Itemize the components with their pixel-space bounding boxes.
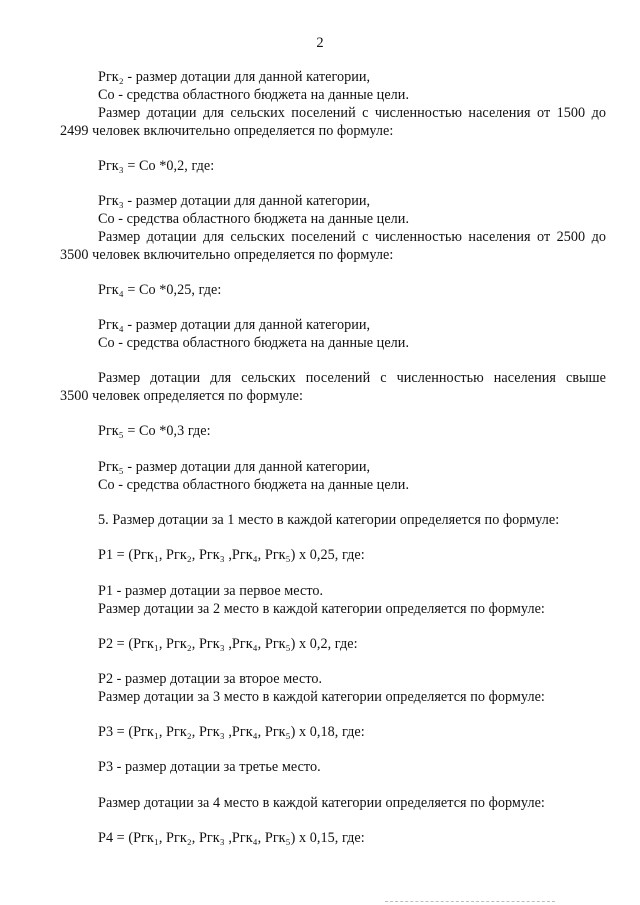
text-line: Со - средства областного бюджета на данные цели. xyxy=(98,87,410,103)
formula-line: Р2 = (Ргк₁, Ргк₂, Ргк₃ ,Ргк₄, Ргк₅) х 0,2, где: xyxy=(98,636,358,652)
text-line: Со - средства областного бюджета на данные цели. xyxy=(98,477,410,493)
text-line: Ргк₂ - размер дотации для данной категории, xyxy=(98,69,371,85)
formula-line: Ргк₅ = Со *0,3 где: xyxy=(98,423,211,439)
text-line: Размер дотации для сельских поселений с численностью населения свыше xyxy=(98,370,606,386)
text-line: 2499 человек включительно определяется по формуле: xyxy=(60,123,394,139)
text-line: Со - средства областного бюджета на данные цели. xyxy=(98,211,410,227)
text-line: Р2 - размер дотации за второе место. xyxy=(98,671,323,687)
text-line: Со - средства областного бюджета на данные цели. xyxy=(98,335,410,351)
text-line: Ргк₄ - размер дотации для данной категории, xyxy=(98,317,371,333)
text-line: Размер дотации за 4 место в каждой категории определяется по формуле: xyxy=(98,795,545,811)
formula-line: Р1 = (Ргк₁, Ргк₂, Ргк₃ ,Ргк₄, Ргк₅) х 0,25, где: xyxy=(98,547,365,563)
formula-line: Ргк₄ = Со *0,25, где: xyxy=(98,282,222,298)
text-line: Размер дотации за 2 место в каждой категории определяется по формуле: xyxy=(98,601,545,617)
text-line: Размер дотации для сельских поселений с численностью населения от 2500 до xyxy=(98,229,606,245)
text-line: Р1 - размер дотации за первое место. xyxy=(98,583,324,599)
text-line: Размер дотации за 3 место в каждой категории определяется по формуле: xyxy=(98,689,545,705)
page-number: 2 xyxy=(316,35,324,51)
text-line: 3500 человек включительно определяется по формуле: xyxy=(60,247,394,263)
text-line: 3500 человек определяется по формуле: xyxy=(60,388,303,404)
text-line: Ргк₅ - размер дотации для данной категории, xyxy=(98,459,371,475)
text-line: Ргк₃ - размер дотации для данной категории, xyxy=(98,193,371,209)
scan-artifact xyxy=(385,901,555,903)
text-line: 5. Размер дотации за 1 место в каждой категории определяется по формуле: xyxy=(98,512,560,528)
formula-line: Р4 = (Ргк₁, Ргк₂, Ргк₃ ,Ргк₄, Ргк₅) х 0,15, где: xyxy=(98,830,365,846)
formula-line: Ргк₃ = Со *0,2, где: xyxy=(98,158,215,174)
text-line: Размер дотации для сельских поселений с численностью населения от 1500 до xyxy=(98,105,606,121)
text-line: Р3 - размер дотации за третье место. xyxy=(98,759,321,775)
formula-line: Р3 = (Ргк₁, Ргк₂, Ргк₃ ,Ргк₄, Ргк₅) х 0,18, где: xyxy=(98,724,365,740)
